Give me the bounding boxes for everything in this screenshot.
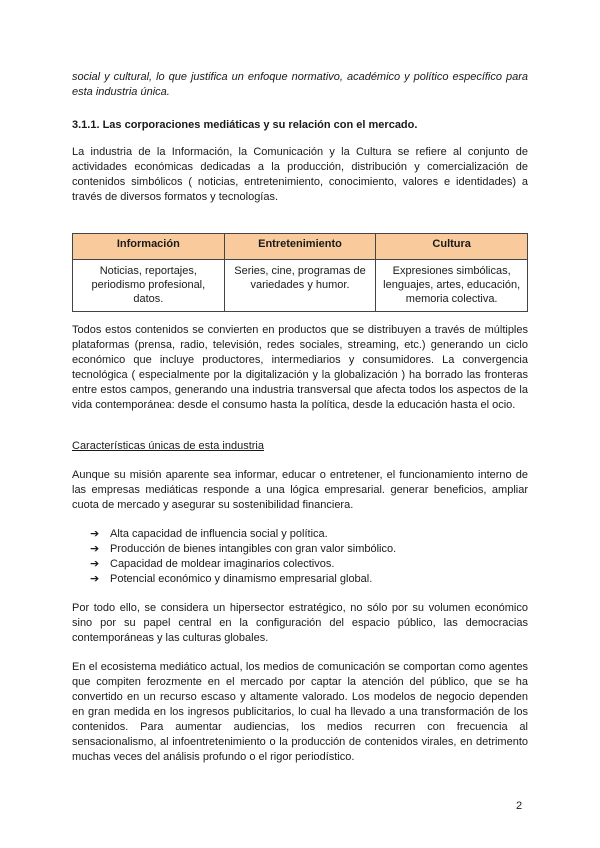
paragraph-media-ecosystem: En el ecosistema mediático actual, los medios de comunicación se comportan como agentes que compiten ferozmente en el mercado por captar la atención del público, que se ha convertido en un recurso escaso y altamente valorado. Los modelos de negocio dependen en gran medida en los ingresos publicitarios, lo cual ha llevado a una transformación de los contenidos. Para aumentar audiencias, los medios recurren con frecuencia al sensacionalismo, al infoentretenimiento o la producción de contenidos virales, en detrimento muchas veces del análisis profundo o el rigor periodístico. — [72, 661, 528, 763]
table-header-row — [73, 234, 528, 260]
paragraph-hypersector: Por todo ello, se considera un hipersector estratégico, no sólo por su volumen económico sino por su papel central en la configuración del espacio público, las democracias contemporáneas y las culturas globales. — [72, 602, 528, 644]
list-item — [90, 572, 396, 587]
list-item-text: Producción de bienes intangibles con gran valor simbólico. — [110, 543, 397, 555]
arrow-bullet-icon: ➔ — [90, 558, 100, 570]
arrow-bullet-icon: ➔ — [90, 528, 100, 540]
list-item-text: Alta capacidad de influencia social y política. — [110, 528, 328, 540]
paragraph-business-logic: Aunque su misión aparente sea informar, educar o entretener, el funcionamiento interno de las empresas mediáticas responde a una lógica empresarial. generar beneficios, ampliar cuota de mercado y asegurar su sostenibilidad financiera. — [72, 469, 528, 511]
table-cell-entretenimiento: Series, cine, programas de variedades y humor. — [224, 260, 376, 312]
list-item-text: Potencial económico y dinamismo empresarial global. — [110, 573, 373, 585]
list-item-text: Capacidad de moldear imaginarios colectivos. — [110, 558, 335, 570]
arrow-bullet-icon: ➔ — [90, 573, 100, 585]
section-heading: 3.1.1. Las corporaciones mediáticas y su relación con el mercado. — [72, 119, 418, 131]
paragraph-convergence: Todos estos contenidos se convierten en productos que se distribuyen a través de múltiples plataformas (prensa, radio, televisión, redes sociales, streaming, etc.) generando un ciclo económico que incluye productores, intermediarios y consumidores. La convergencia tecnológica ( especialmente por la digitalización y la globalización ) ha borrado las fronteras entre estos campos, generando una industria transversal que afecta todos los aspectos de la vida contemporánea: desde el consumo hasta la política, desde la educación hasta el ocio. — [72, 324, 528, 411]
table-cell-cultura: Expresiones simbólicas, lenguajes, artes, educación, memoria colectiva. — [376, 260, 528, 312]
table-row — [73, 260, 528, 312]
features-list — [90, 527, 396, 587]
table-cell-informacion: Noticias, reportajes, periodismo profesional, datos. — [73, 260, 225, 312]
list-item — [90, 557, 396, 572]
content-types-table — [72, 233, 528, 312]
table-header-cultura: Cultura — [376, 234, 528, 260]
subsection-heading: Características únicas de esta industria — [72, 440, 264, 452]
list-item — [90, 542, 396, 557]
table-header-entretenimiento: Entretenimiento — [224, 234, 376, 260]
paragraph-industry-definition: La industria de la Información, la Comunicación y la Cultura se refiere al conjunto de actividades económicas dedicadas a la producción, distribución y comercialización de contenidos simbólicos ( noticias, entretenimiento, conocimiento, valores e identidades) a través de diversos formatos y tecnologías. — [72, 146, 528, 203]
list-item — [90, 527, 396, 542]
table-header-informacion: Información — [73, 234, 225, 260]
page-number: 2 — [516, 800, 523, 812]
intro-paragraph: social y cultural, lo que justifica un enfoque normativo, académico y político específico para esta industria única. — [72, 71, 528, 98]
arrow-bullet-icon: ➔ — [90, 543, 100, 555]
